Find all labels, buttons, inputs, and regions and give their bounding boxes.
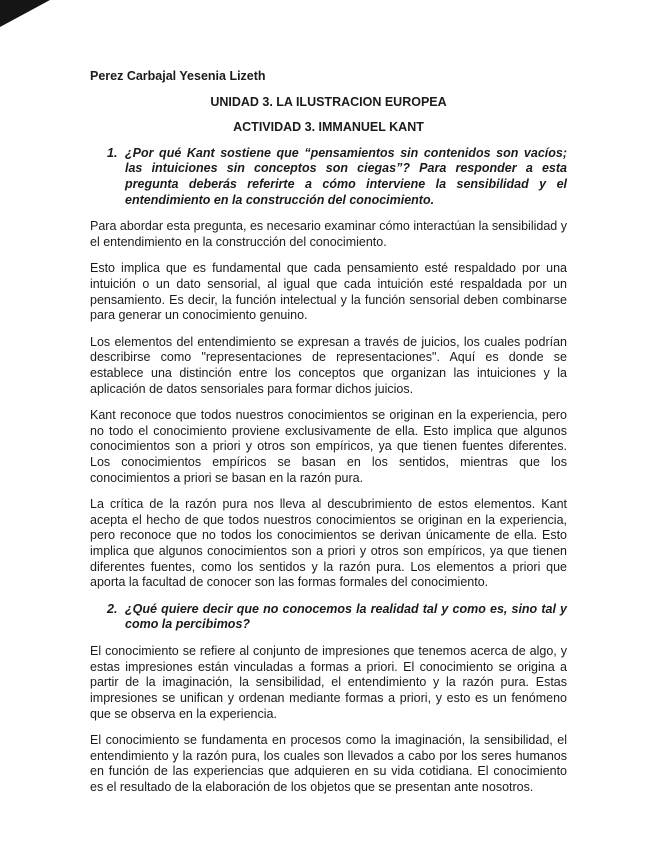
answer-2-paragraph-2: El conocimiento se fundamenta en procesos como la imaginación, la sensibilidad, el entendimiento y la razón pura, los cuales son llevados a cabo por los seres humanos en función de las experiencias que adquieren en su vida cotidiana. El conocimiento es el resultado de la elaboración de los objetos que se presentan ante nosotros.: [90, 733, 567, 795]
question-2-number: 2.: [107, 601, 118, 616]
page-corner-artifact: [0, 0, 50, 27]
answer-1-paragraph-2: Esto implica que es fundamental que cada pensamiento esté respaldado por una intuición o un dato sensorial, al igual que cada intuición esté respaldada por un pensamiento. Es decir, la función intelectual y la función sensorial deben combinarse para generar un conocimiento genuino.: [90, 261, 567, 323]
document-title: UNIDAD 3. LA ILUSTRACION EUROPEA: [210, 94, 447, 109]
question-2: [90, 602, 567, 633]
question-1: [90, 146, 567, 209]
answer-2-paragraph-1: El conocimiento se refiere al conjunto de impresiones que tenemos acerca de algo, y estas impresiones están vinculadas a formas a priori. El conocimiento se origina a partir de la imaginación, la sensibilidad, el entendimiento y la razón pura. Estas impresiones se unifican y ordenan mediante formas a priori, y esto es un fenómeno que se observa en la experiencia.: [90, 643, 567, 721]
author-name: Perez Carbajal Yesenia Lizeth: [90, 69, 266, 83]
answer-1-paragraph-5: La crítica de la razón pura nos lleva al descubrimiento de estos elementos. Kant acepta el hecho de que todos nuestros conocimientos se originan en la experiencia, pero reconoce que no todos los conocimientos se derivan únicamente de ella. Esto implica que algunos conocimientos son a priori y otros son empíricos, ya que tienen diferentes fuentes, como los sentidos y la razón pura. Los elementos a priori que aporta la facultad de conocer son las formas formales del conocimiento.: [90, 496, 567, 590]
question-2-text: ¿Qué quiere decir que no conocemos la realidad tal y como es, sino tal y como la percibimos?: [125, 601, 567, 632]
answer-1-paragraph-4: Kant reconoce que todos nuestros conocimientos se originan en la experiencia, pero no todo el conocimiento proviene exclusivamente de ella. Esto implica que algunos conocimientos son a priori y otros son empíricos, ya que tienen fuentes diferentes. Los conocimientos empíricos se basan en los sentidos, mientras que los conocimientos a priori se basan en la razón pura.: [90, 407, 567, 485]
document-subtitle: ACTIVIDAD 3. IMMANUEL KANT: [233, 120, 424, 134]
answer-1-paragraph-1: Para abordar esta pregunta, es necesario examinar cómo interactúan la sensibilidad y el entendimiento en la construcción del conocimiento.: [90, 219, 567, 250]
question-1-text: ¿Por qué Kant sostiene que “pensamientos sin contenidos son vacíos; las intuiciones sin conceptos son ciegas”? Para responder a esta pregunta deberás referirte a cómo interviene la sensibilidad y el entendimiento en la construcción del conocimiento.: [125, 145, 567, 207]
answer-1-paragraph-3: Los elementos del entendimiento se expresan a través de juicios, los cuales podrían describirse como "representaciones de representaciones". Aquí es donde se establece una distinción entre los conceptos que organizan las intuiciones y la aplicación de datos sensoriales para formar dichos juicios.: [90, 334, 567, 396]
document-content: [90, 69, 567, 806]
question-1-number: 1.: [107, 145, 118, 160]
